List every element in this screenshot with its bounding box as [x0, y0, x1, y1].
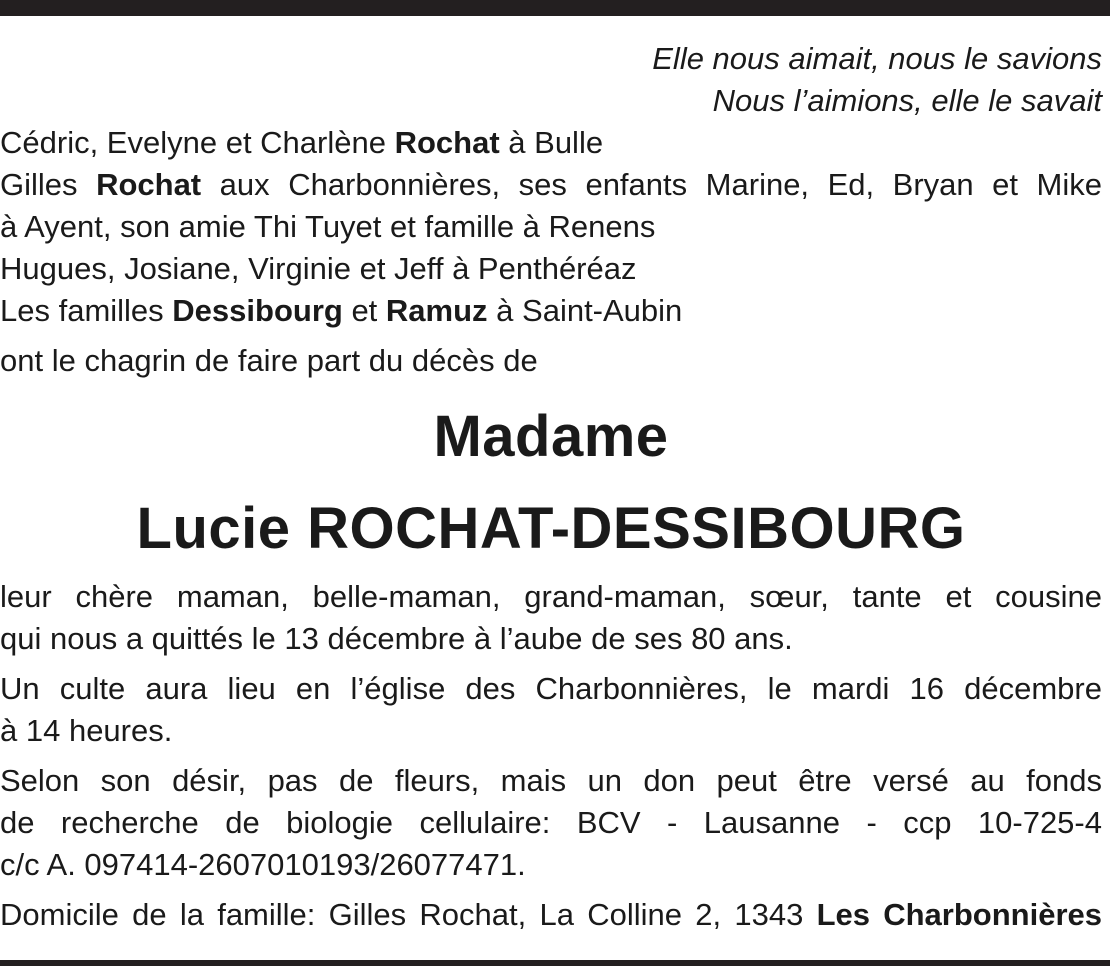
obituary-notice [0, 38, 1102, 936]
paragraph-line: leur chère maman, belle-maman, grand-maman, sœur, tante et cousine [0, 579, 1102, 614]
paragraph-service [0, 668, 1102, 752]
family-line-4: Hugues, Josiane, Virginie et Jeff à Penthéréaz [0, 251, 637, 286]
family-text: à Saint-Aubin [487, 293, 683, 328]
paragraph-address [0, 894, 1102, 936]
family-list [0, 122, 1102, 332]
top-border [0, 0, 1110, 16]
address-text: Domicile de la famille: Gilles Rochat, La Colline 2, 1343 [0, 897, 817, 932]
family-line-3: à Ayent, son amie Thi Tuyet et famille à Renens [0, 209, 656, 244]
deceased-name: Lucie ROCHAT-DESSIBOURG [136, 496, 966, 561]
family-line-2 [0, 164, 1102, 206]
family-text: et [342, 293, 386, 328]
deceased-title: Madame [433, 404, 669, 469]
paragraph-line: c/c A. 097414-2607010193/26077471. [0, 847, 526, 882]
family-text: à Bulle [499, 125, 604, 160]
bottom-border [0, 960, 1110, 966]
family-surname: Rochat [96, 167, 202, 202]
paragraph-line: Selon son désir, pas de fleurs, mais un don peut être versé au fonds [0, 763, 1102, 798]
family-surname: Ramuz [385, 293, 488, 328]
family-line-5 [0, 290, 1102, 332]
family-text: Cédric, Evelyne et Charlène [0, 125, 395, 160]
family-line-1 [0, 122, 1102, 164]
paragraph-line: Un culte aura lieu en l’église des Charbonnières, le mardi 16 décembre [0, 671, 1102, 706]
epigraph-line-2: Nous l’aimions, elle le savait [712, 83, 1102, 118]
family-text: aux Charbonnières, ses enfants Marine, Ed, Bryan et Mike [201, 167, 1102, 202]
announcement: ont le chagrin de faire part du décès de [0, 343, 538, 378]
epigraph-line-1: Elle nous aimait, nous le savions [652, 41, 1102, 76]
family-surname: Dessibourg [172, 293, 343, 328]
epigraph [0, 38, 1102, 122]
paragraph-line: à 14 heures. [0, 713, 173, 748]
paragraph-line: de recherche de biologie cellulaire: BCV - Lausanne - ccp 10-725-4 [0, 805, 1102, 840]
paragraph-donation [0, 760, 1102, 886]
address-locality: Les Charbonnières [816, 897, 1102, 932]
family-text: Les familles [0, 293, 173, 328]
family-text: Gilles [0, 167, 97, 202]
family-surname: Rochat [394, 125, 500, 160]
paragraph-relationship [0, 576, 1102, 660]
paragraph-line: qui nous a quittés le 13 décembre à l’aube de ses 80 ans. [0, 621, 793, 656]
